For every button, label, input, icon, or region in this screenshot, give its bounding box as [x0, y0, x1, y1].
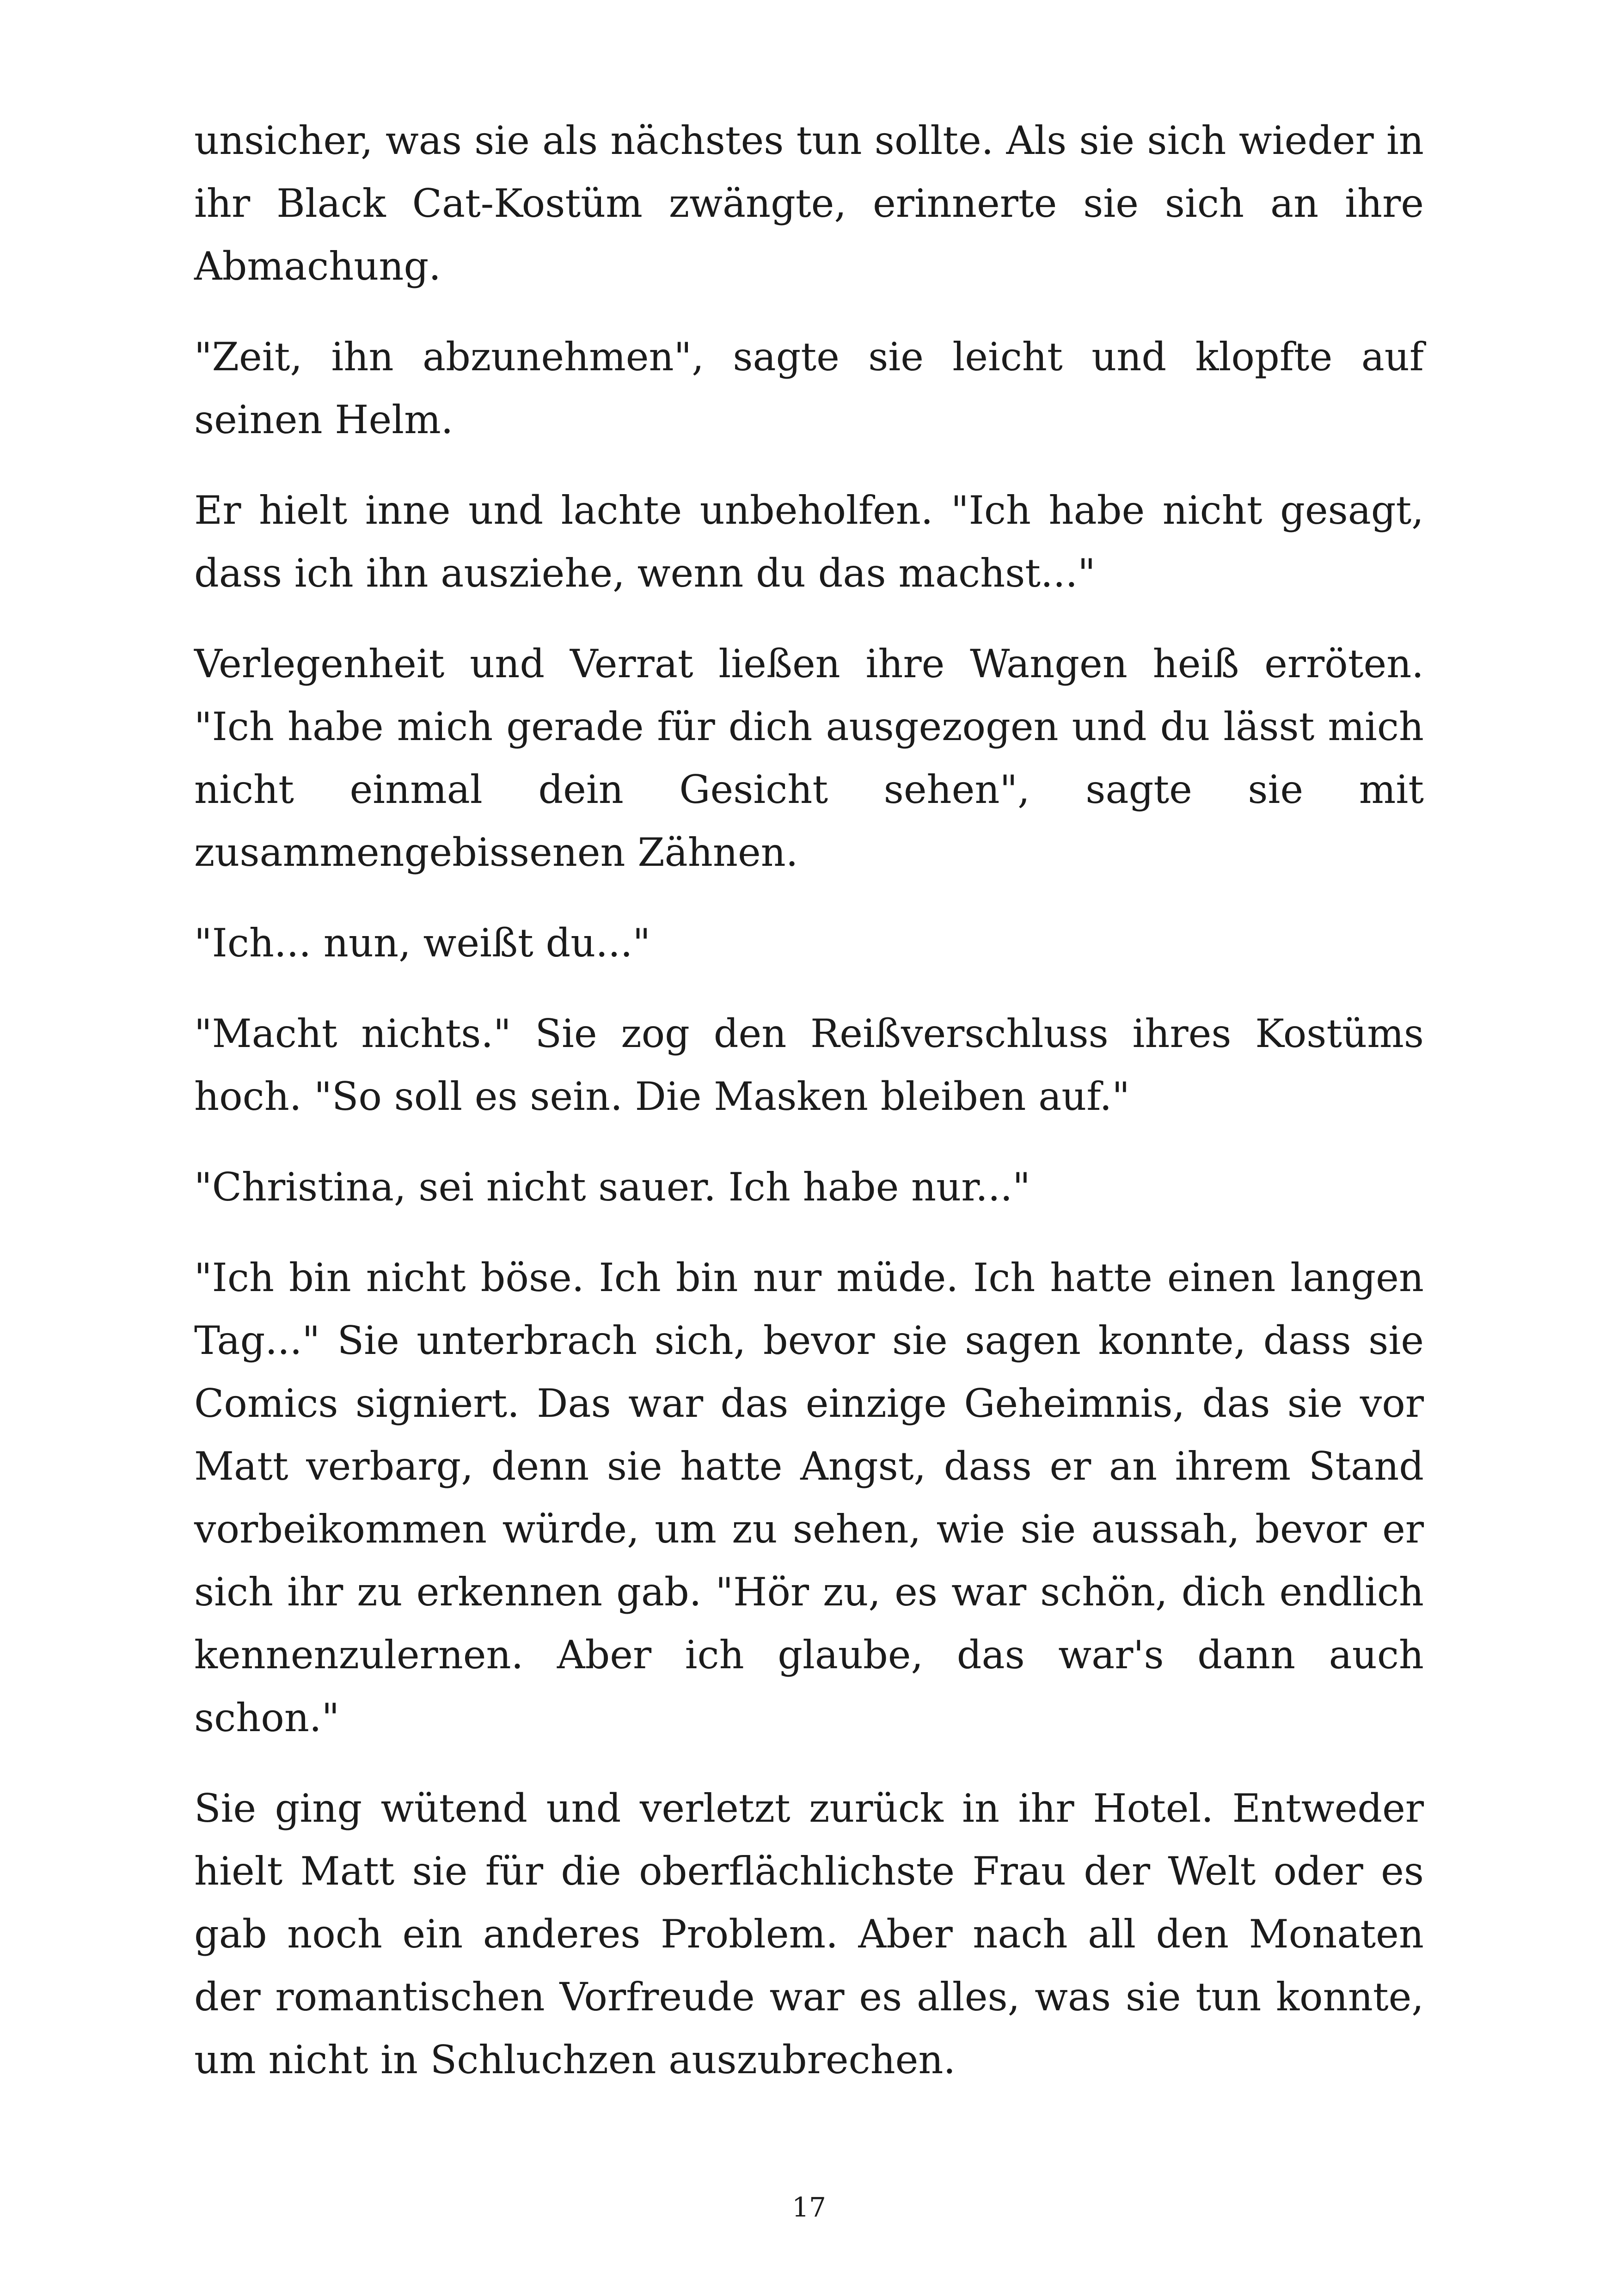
paragraph-3: Er hielt inne und lachte unbeholfen. "Ich habe nicht gesagt, dass ich ihn ausziehe, wenn du das machst..."	[194, 488, 1424, 596]
paragraph-5: "Ich... nun, weißt du..."	[194, 920, 651, 966]
paragraph-4: Verlegenheit und Verrat ließen ihre Wangen heiß erröten. "Ich habe mich gerade für dich ausgezogen und du lässt mich nicht einmal dein Gesicht sehen", sagte sie mit zusammengebissenen Zähnen.	[194, 641, 1424, 875]
body-text	[194, 109, 1424, 2119]
paragraph-9: Sie ging wütend und verletzt zurück in ihr Hotel. Entweder hielt Matt sie für die oberflächlichste Frau der Welt oder es gab noch ein anderes Problem. Aber nach all den Monaten der romantischen Vorfreude war es alles, was sie tun konnte, um nicht in Schluchzen auszubrechen.	[194, 1786, 1424, 2082]
paragraph-8: "Ich bin nicht böse. Ich bin nur müde. Ich hatte einen langen Tag..." Sie unterbrach sich, bevor sie sagen konnte, dass sie Comics signiert. Das war das einzige Geheimnis, das sie vor Matt verbarg, denn sie hatte Angst, dass er an ihrem Stand vorbeikommen würde, um zu sehen, wie sie aussah, bevor er sich ihr zu erkennen gab. "Hör zu, es war schön, dich endlich kennenzulernen. Aber ich glaube, das war's dann auch schon."	[194, 1255, 1424, 1740]
page-number: 17	[792, 2192, 826, 2223]
paragraph-1: unsicher, was sie als nächstes tun sollte. Als sie sich wieder in ihr Black Cat-Kostüm zwängte, erinnerte sie sich an ihre Abmachung.	[194, 118, 1424, 289]
paragraph-7: "Christina, sei nicht sauer. Ich habe nur..."	[194, 1164, 1030, 1210]
paragraph-6: "Macht nichts." Sie zog den Reißverschluss ihres Kostüms hoch. "So soll es sein. Die Masken bleiben auf."	[194, 1011, 1424, 1119]
paragraph-2: "Zeit, ihn abzunehmen", sagte sie leicht und klopfte auf seinen Helm.	[194, 334, 1424, 442]
